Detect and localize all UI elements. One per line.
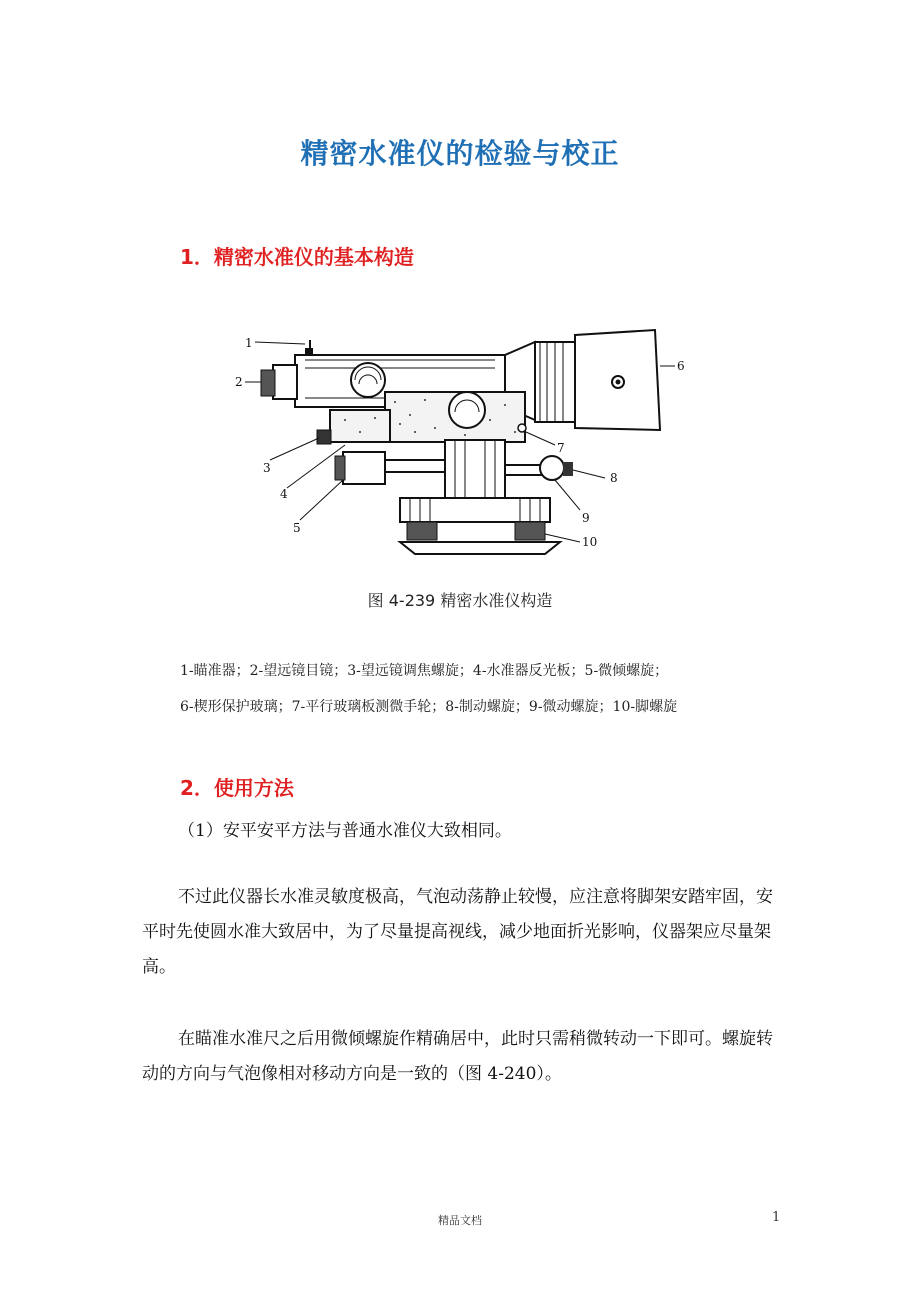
figure-caption: 图 4-239 精密水准仪构造 — [367, 591, 553, 610]
paragraph-tripod: 不过此仪器长水准灵敏度极高，气泡动荡静止较慢，应注意将脚架安踏牢固，安平时先使圆水准大致居中，为了尽量提高视线，减少地面折光影响，仪器架应尽量架高。 — [142, 887, 773, 977]
figure-legend-line-2: 6-楔形保护玻璃；7-平行玻璃板测微手轮；8-制动螺旋；9-微动螺旋；10-脚螺旋 — [180, 699, 678, 715]
level-instrument-diagram — [235, 320, 695, 560]
part-label-8: 8 — [610, 471, 618, 485]
footer-text: 精品文档 — [438, 1214, 482, 1227]
part-label-2: 2 — [235, 375, 243, 389]
part-label-1: 1 — [245, 336, 253, 350]
part-label-4: 4 — [280, 487, 288, 501]
part-label-10: 10 — [582, 535, 598, 549]
page-number: 1 — [772, 1210, 781, 1225]
section-heading-usage: 2．使用方法 — [180, 776, 294, 800]
part-label-9: 9 — [582, 511, 590, 525]
section-heading-structure: 1．精密水准仪的基本构造 — [180, 245, 414, 269]
part-label-6: 6 — [677, 359, 685, 373]
part-label-5: 5 — [293, 521, 301, 535]
part-label-7: 7 — [557, 441, 565, 455]
figure-legend-line-1: 1-瞄准器；2-望远镜目镜；3-望远镜调焦螺旋；4-水准器反光板；5-微倾螺旋； — [180, 663, 669, 679]
page-title: 精密水准仪的检验与校正 — [300, 137, 620, 170]
paragraph-fine-leveling: 在瞄准水准尺之后用微倾螺旋作精确居中，此时只需稍微转动一下即可。螺旋转动的方向与气泡像相对移动方向是一致的（图 4-240）。 — [142, 1029, 773, 1084]
part-label-3: 3 — [263, 461, 271, 475]
paragraph-leveling: （1）安平安平方法与普通水准仪大致相同。 — [178, 821, 512, 841]
